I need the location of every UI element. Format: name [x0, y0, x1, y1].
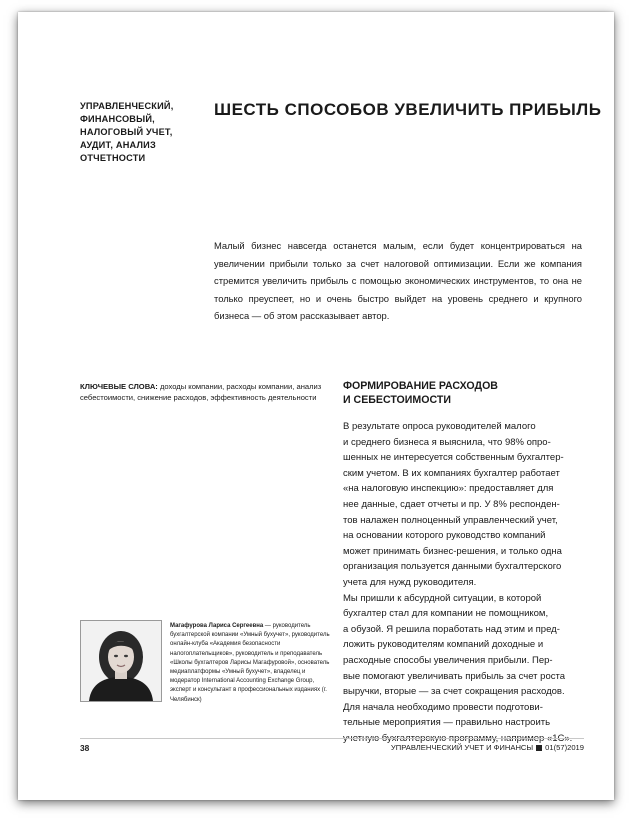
journal-name: УПРАВЛЕНЧЕСКИЙ УЧЕТ И ФИНАНСЫ [390, 743, 534, 752]
author-info [170, 622, 330, 705]
journal-footer [391, 743, 584, 752]
keywords-block [80, 382, 330, 403]
page-number: 38 [80, 743, 90, 753]
body-text: В результате опроса руководителей малого и среднего бизнеса я выяснила, что 98% опро- шенных не интересуется собственным бухгалтер- ским учетом. В их компаниях бухгалтер работает «на налоговую инспекцию»: предоставляет для нее данные, сдает отчеты и пр. У 8% респонден- тов налажен полноценный управленческий учет, на основании которого руководство компаний может принимать бизнес-решения, и только одна организация пользуется данными бухгалтерского учета для нужд руководителя. Мы пришли к абсурдной ситуации, в которой бухгалтер стал для компании не помощником, а обузой. Я решила поработать над этим и пред- ложить руководителям компаний доходные и расходные способы увеличения прибыли. Пер- вые помогают увеличивать прибыль за счет роста выручки, вторые — за счет сокращения расходов. Для начала необходимо провести подготови- тельные мероприятия — правильно настроить учетную бухгалтерскую программу, например «1С». [343, 421, 573, 744]
square-bullet-icon [536, 745, 542, 751]
author-bio: — руководитель бухгалтерской компании «Умный бухучет», руководитель онлайн-клуба «Академия безопасности налогоплательщиков», руководитель и преподаватель «Школы бухгалтеров Ларисы Магафуровой», основатель медиаплатформы «Умный бухучет», владелец и модератор International Accounting Exchange Group, эксперт и консультант в профессиональных изданиях (г. Челябинск) [170, 623, 330, 703]
article-title: ШЕСТЬ СПОСОБОВ УВЕЛИЧИТЬ ПРИБЫЛЬ [214, 100, 602, 119]
author-portrait-icon [81, 621, 161, 701]
footer-divider [80, 738, 584, 739]
keywords-text: доходы компании, расходы компании, анализ себестоимости, снижение расходов, эффективность деятельности [80, 382, 322, 402]
keywords-label: КЛЮЧЕВЫЕ СЛОВА: [80, 382, 158, 391]
magazine-page [18, 12, 614, 800]
section-heading: ФОРМИРОВАНИЕ РАСХОДОВ И СЕБЕСТОИМОСТИ [343, 380, 498, 406]
issue-number: 01(57)2019 [545, 743, 584, 752]
author-name: Магафурова Лариса Сергеевна [170, 623, 264, 629]
author-photo [80, 620, 162, 702]
rubric-label: УПРАВЛЕНЧЕСКИЙ, ФИНАНСОВЫЙ, НАЛОГОВЫЙ УЧЕТ, АУДИТ, АНАЛИЗ ОТЧЕТНОСТИ [80, 101, 174, 163]
lead-paragraph: Малый бизнес навсегда останется малым, если будет концентрироваться на увеличении прибыли только за счет налоговой оптимизации. Если же компания стремится увеличить прибыль с помощью экономических инструментов, то она не только преуспеет, но и очень быстро выйдет на уровень среднего и крупного бизнеса — об этом рассказывает автор. [214, 240, 582, 322]
